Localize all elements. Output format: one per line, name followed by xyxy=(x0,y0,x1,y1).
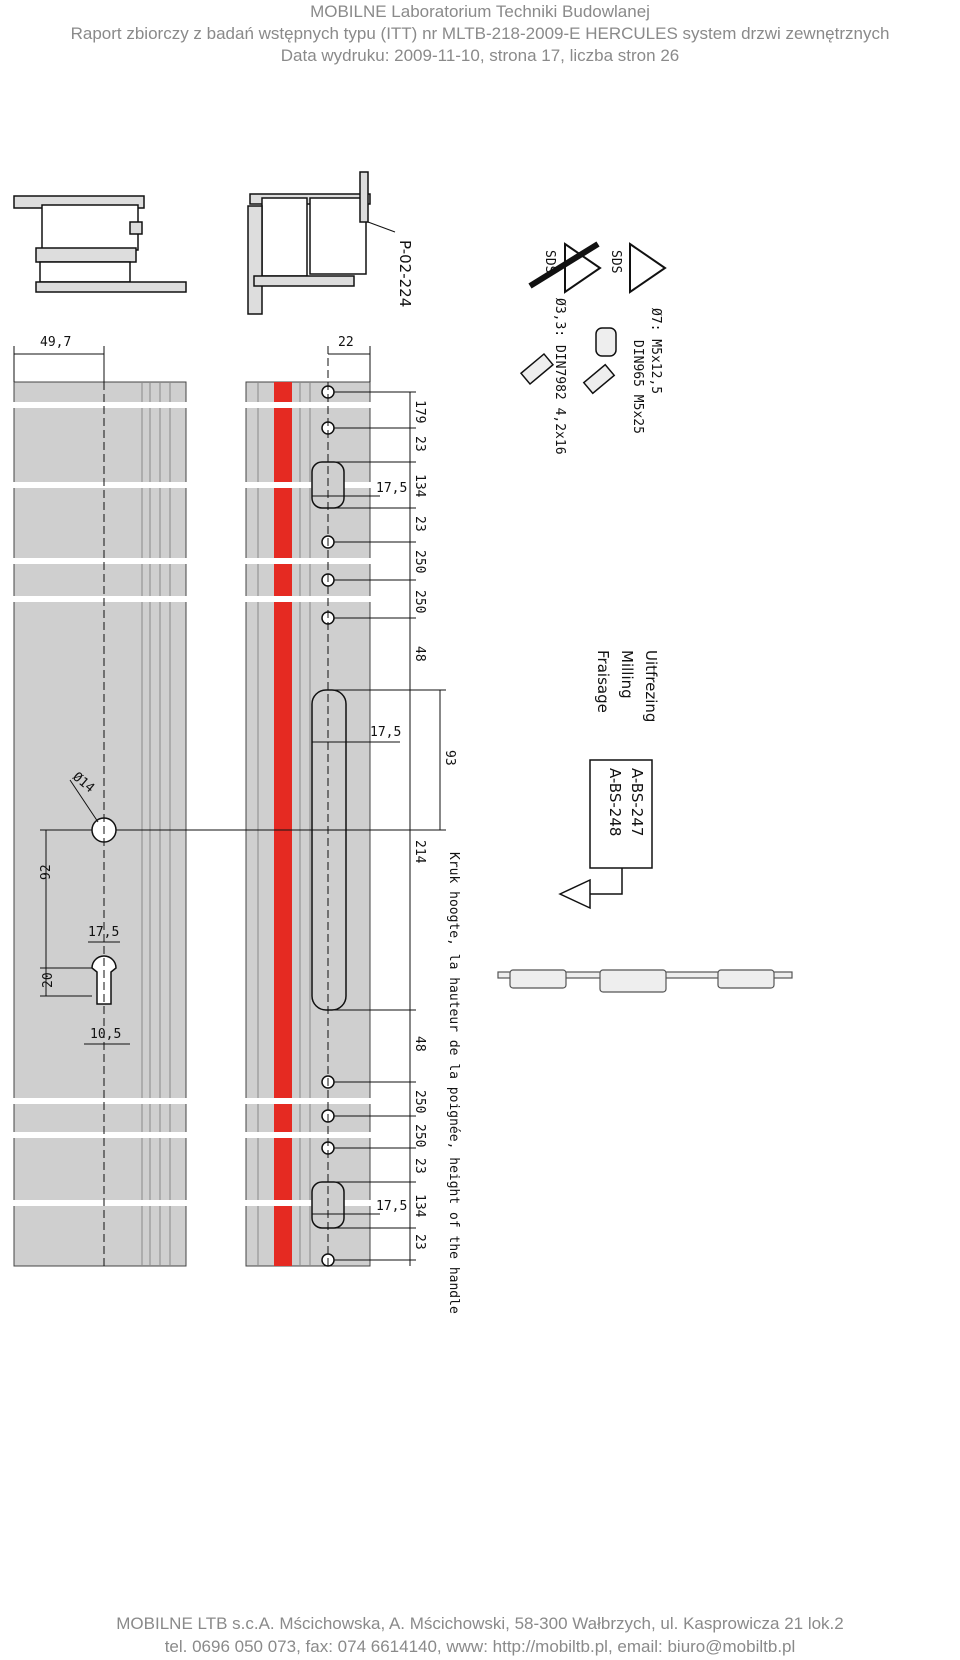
dim-slot-offset-2: 17,5 xyxy=(370,725,402,740)
dim-10-5: 10,5 xyxy=(90,1027,122,1042)
svg-text:134: 134 xyxy=(412,474,427,498)
svg-text:134: 134 xyxy=(412,1194,427,1218)
screw-spec-1b: DIN965 M5x25 xyxy=(630,340,645,434)
profile-section-right xyxy=(248,172,370,314)
dim-hole-dia: Ø14 xyxy=(69,769,98,797)
arrow-marker xyxy=(560,880,590,908)
milling-label-nl: Uitfrezing xyxy=(642,650,660,723)
profile-section-left xyxy=(14,196,186,292)
svg-text:23: 23 xyxy=(412,1158,427,1174)
milling-label-fr: Fraisage xyxy=(594,650,612,713)
svg-text:93: 93 xyxy=(442,750,457,766)
svg-text:23: 23 xyxy=(412,516,427,532)
handle-height-note: Kruk hoogte, la hauteur de la poignée, height of the handle xyxy=(446,852,461,1314)
svg-text:250: 250 xyxy=(412,1090,427,1114)
header-print-date: Data wydruku: 2009-11-10, strona 17, liczba stron 26 xyxy=(280,46,680,65)
header-report: Raport zbiorczy z badań wstępnych typu (ITT) nr MLTB-218-2009-E HERCULES system drzwi zewnętrznych xyxy=(70,24,890,43)
svg-text:250: 250 xyxy=(412,590,427,614)
svg-text:48: 48 xyxy=(412,1036,427,1052)
screw-spec-1a: Ø7: M5x12,5 xyxy=(648,308,663,395)
part-code-2: A-BS-248 xyxy=(606,768,624,837)
footer-contact: tel. 0696 050 073, fax: 074 6614140, www: http://mobiltb.pl, email: biuro@mobiltb.pl xyxy=(164,1637,796,1656)
svg-text:23: 23 xyxy=(412,1234,427,1250)
screw-spec-2: Ø3,3: DIN7982 4,2x16 xyxy=(552,298,567,455)
svg-text:250: 250 xyxy=(412,550,427,574)
footer-address: MOBILNE LTB s.c.A. Mścichowska, A. Mścichowski, 58-300 Wałbrzych, ul. Kasprowicza 21 lok.2 xyxy=(116,1614,844,1633)
part-code-1: A-BS-247 xyxy=(628,768,646,837)
svg-text:214: 214 xyxy=(412,840,427,864)
dim-right-width: 22 xyxy=(338,335,354,350)
svg-text:250: 250 xyxy=(412,1124,427,1148)
svg-text:179: 179 xyxy=(412,400,427,424)
dim-17-5: 17,5 xyxy=(88,925,120,940)
sds-label-crossed: SDS xyxy=(542,250,557,274)
lock-strip xyxy=(498,970,792,992)
dim-slot-offset-1: 17,5 xyxy=(376,481,408,496)
milling-label-en: Milling xyxy=(618,650,636,699)
dim-92: 92 xyxy=(39,864,54,880)
svg-text:48: 48 xyxy=(412,646,427,662)
profile-code-label: P-02-224 xyxy=(396,240,414,308)
header-title: MOBILNE Laboratorium Techniki Budowlanej xyxy=(310,2,650,21)
dim-20: 20 xyxy=(41,972,56,988)
svg-text:23: 23 xyxy=(412,436,427,452)
dim-slot-offset-3: 17,5 xyxy=(376,1199,408,1214)
dim-left-width: 49,7 xyxy=(40,335,72,350)
sds-label: SDS xyxy=(608,250,623,274)
screw-icon xyxy=(521,328,616,393)
sds-symbols xyxy=(530,244,665,292)
